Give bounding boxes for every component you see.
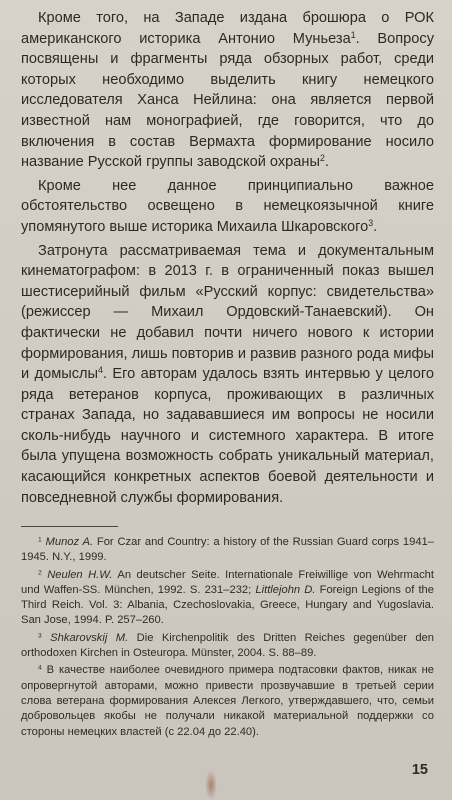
footnote-4 xyxy=(21,663,434,739)
paragraph-2 xyxy=(21,176,434,238)
footnote-ref-2: 2 xyxy=(319,153,325,164)
footnote-1 xyxy=(21,535,434,566)
footnote-4-text: В качестве наиболее очевидного примера подтасовки фактов, никак не опровергнутой авторами, можно привести прозвучавшие в третьей серии слова ветерана формирования Алексея Легкого, утверждавшего, что, семьи добровольцев якобы не получали никакой материальной поддержки со стороны немецких властей (с 22.04 до 22.40). xyxy=(21,664,434,738)
footnote-1-text: For Czar and Country: a history of the Russian Guard corps 1941–1945. N.Y., 1999. xyxy=(21,536,434,564)
paragraph-1-text-b: . Вопросу посвящены и фрагменты ряда обзорных работ, среди которых необходимо выделить книгу немецкого исследователя Ханса Нейлина: она является первой известной нам монографией, где говорится, что до включения в состав Вермахта формирование носило название Русской группы заводской охраны xyxy=(21,30,434,171)
paragraph-3 xyxy=(21,241,434,509)
footnote-3-author: Shkarovskij M. xyxy=(50,631,129,644)
footnote-2-author: Neulen H.W. xyxy=(47,568,113,581)
main-text xyxy=(21,8,434,508)
footnote-ref-1: 1 xyxy=(350,29,356,40)
paragraph-1 xyxy=(21,8,434,173)
footnotes xyxy=(21,535,434,740)
paragraph-2-text-b: . xyxy=(373,218,378,235)
footnote-number-4: 4 xyxy=(38,664,42,672)
footnote-2-text-2: Foreign Legions of the Third Reich. Vol. 3: Albania, Czechoslovakia, Greece, Hungary and Yugoslavia. San Jose, 1994. P. 257–260. xyxy=(21,583,434,627)
page-edge-stain xyxy=(205,770,217,800)
footnote-3-text: Die Kirchenpolitik des Dritten Reiches gegenüber den orthodoxen Kirchen in Osteuropa. Münster, 2004. S. 88–89. xyxy=(21,631,434,660)
paragraph-3-text-a: Затронута рассматриваемая тема и документальным кинематографом: в 2013 г. в ограниченный показ вышел шестисерийный фильм «Русский корпус: свидетельства» (режиссер — Михаил Ордовский-Танаевский). Он фактически не добавил почти ничего нового к истории формирования, лишь повторив и развив разного рода мифы и домыслы xyxy=(21,242,434,383)
footnote-2-text: An deutscher Seite. Internationale Freiwillige von Wehrmacht und Waffen-SS. München, 1992. S. 231–232; xyxy=(21,568,435,596)
footnote-1-author: Munoz A. xyxy=(45,536,94,548)
page-number: 15 xyxy=(411,762,428,778)
footnote-2-author-2: Littlejohn D. xyxy=(255,583,316,596)
footnote-number-2: 2 xyxy=(38,568,42,576)
paragraph-2-text-a: Кроме нее данное принципиально важное обстоятельство освещено в немецкоязычной книге упомянутого выше историка Михаила Шкаровского xyxy=(21,177,434,235)
paragraph-3-text-b: . Его авторам удалось взять интервью у целого ряда ветеранов корпуса, проживающих в различных странах Запада, но задававшиеся им вопросы не носили сколь-нибудь научного и системного характера. В итоге была упущена возможность собрать уникальный материал, касающийся конкретных аспектов боевой деятельности и повседневной службы формирования. xyxy=(21,366,434,506)
footnote-ref-3: 3 xyxy=(368,218,374,229)
footnote-number-1: 1 xyxy=(38,536,42,544)
footnote-2 xyxy=(21,568,434,629)
footnote-3 xyxy=(21,631,434,662)
paragraph-1-text-a: Кроме того, на Западе издана брошюра о РОК американского историка Антонио Муньеза xyxy=(21,10,434,47)
footnote-divider xyxy=(21,526,118,527)
footnote-number-3: 3 xyxy=(38,632,42,640)
footnote-ref-4: 4 xyxy=(98,365,103,376)
paragraph-1-text-c: . xyxy=(324,154,329,171)
